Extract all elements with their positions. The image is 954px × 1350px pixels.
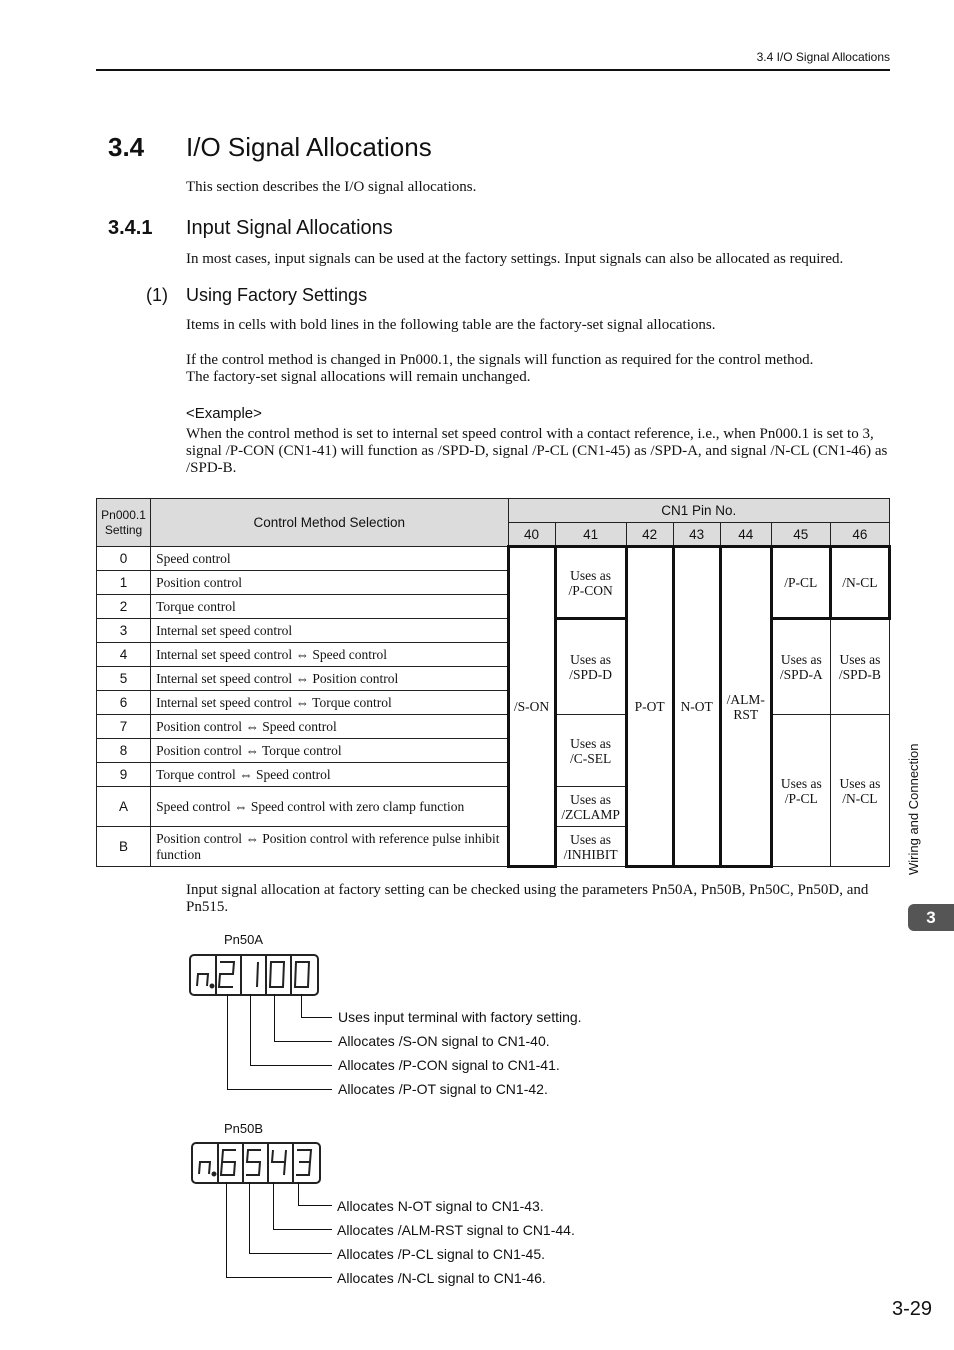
cell-text: /SPD-A [779, 667, 823, 682]
cell-text: Uses as [780, 652, 822, 667]
panel-a-label: Pn50A [224, 932, 264, 947]
panel-b-note: Allocates /N-CL signal to CN1-46. [337, 1270, 546, 1286]
segment-n [199, 1162, 210, 1174]
section-intro: This section describes the I/O signal allocations. [186, 179, 477, 195]
after-table-text: Input signal allocation at factory setting can be checked using the parameters Pn50A, Pn50B, Pn50C, Pn50D, and Pn515. [186, 882, 869, 915]
running-header: 3.4 I/O Signal Allocations [756, 50, 890, 64]
chapter-tab: 3 [908, 904, 954, 931]
segment-n [197, 974, 208, 986]
method-cell: Position control ⇔ Position control with reference pulse inhibit function [151, 827, 508, 867]
segment-1 [257, 962, 258, 987]
pin-46: 46 [830, 523, 889, 547]
cell-p-cl-alt [771, 715, 830, 867]
method-cell: Speed control [151, 547, 508, 571]
cell-text: Uses as [839, 652, 881, 667]
setting-cell: 2 [97, 595, 151, 619]
method-cell: Internal set speed control ⇔ Position control [151, 667, 508, 691]
section-number: 3.4 [108, 132, 145, 162]
panel-b-segments [193, 1144, 319, 1182]
panel-a-note: Uses input terminal with factory setting. [338, 1009, 582, 1025]
pin-40: 40 [508, 523, 555, 547]
setting-cell: 6 [97, 691, 151, 715]
segment-0a [270, 962, 284, 987]
cell-p-cl: /P-CL [771, 547, 830, 619]
section-title: I/O Signal Allocations [186, 132, 432, 162]
panel-b-display [191, 1142, 321, 1184]
setting-cell: 7 [97, 715, 151, 739]
cell-n-cl-alt [830, 715, 889, 867]
cell-text: Uses as [570, 831, 612, 847]
method-cell: Torque control [151, 595, 508, 619]
leader-line [227, 994, 332, 1090]
segment-dot [211, 985, 214, 988]
segment-5 [246, 1150, 261, 1175]
method-cell: Position control [151, 571, 508, 595]
setting-cell: 3 [97, 619, 151, 643]
subsection-number: 3.4.1 [108, 217, 153, 239]
leader-line [226, 1182, 332, 1278]
cell-c-sel [555, 715, 626, 787]
segment-dot [213, 1173, 216, 1176]
cell-text: /P-CL [784, 790, 818, 806]
method-cell: Position control ⇔ Torque control [151, 739, 508, 763]
segment-6 [221, 1150, 236, 1175]
panel-b-label: Pn50B [224, 1121, 264, 1136]
cell-text: Uses as [780, 775, 822, 791]
setting-cell: 5 [97, 667, 151, 691]
segment-2 [219, 962, 234, 987]
example-label: <Example> [186, 405, 262, 422]
panel-a-display [189, 954, 319, 996]
cell-spd-a [771, 619, 830, 715]
setting-cell: 9 [97, 763, 151, 787]
pin-44: 44 [720, 523, 771, 547]
setting-cell: 1 [97, 571, 151, 595]
pin-42: 42 [626, 523, 673, 547]
subsection-intro: In most cases, input signals can be used at the factory settings. Input signals can also be allocated as required. [186, 251, 844, 267]
panel-b-note: Allocates N-OT signal to CN1-43. [337, 1198, 544, 1214]
method-cell: Position control ⇔ Speed control [151, 715, 508, 739]
cell-text: /INHIBIT [563, 846, 618, 862]
cell-text: Uses as [570, 567, 612, 583]
segment-0b [295, 962, 309, 987]
cell-text: /N-CL [842, 790, 878, 806]
subsubsection-number: (1) [146, 285, 168, 305]
setting-cell: 8 [97, 739, 151, 763]
cell-inhibit [555, 827, 626, 867]
subsubsection-title: Using Factory Settings [186, 285, 368, 305]
pin-41: 41 [555, 523, 626, 547]
cell-spd-b [830, 619, 889, 715]
setting-cell: 4 [97, 643, 151, 667]
panel-b-note: Allocates /ALM-RST signal to CN1-44. [337, 1222, 575, 1238]
cell-n-ot: N-OT [673, 547, 720, 867]
chapter-side-text: Wiring and Connection [906, 743, 921, 875]
cell-spd-d [555, 619, 626, 715]
method-cell: Torque control ⇔ Speed control [151, 763, 508, 787]
segment-4 [272, 1150, 286, 1175]
factory-paragraph: Items in cells with bold lines in the following table are the factory-set signal allocations. [186, 317, 716, 333]
cell-text: /C-SEL [569, 750, 612, 766]
page-number: 3-29 [891, 1298, 932, 1320]
method-cell: Internal set speed control ⇔ Torque control [151, 691, 508, 715]
method-cell: Internal set speed control [151, 619, 508, 643]
table-row [97, 619, 890, 643]
header-pins: CN1 Pin No. [508, 499, 890, 523]
panel-a-note: Allocates /P-OT signal to CN1-42. [338, 1081, 548, 1097]
cell-p-ot: P-OT [626, 547, 673, 867]
setting-cell: A [97, 787, 151, 827]
control-method-paragraph-line2: The factory-set signal allocations will remain unchanged. [186, 369, 531, 385]
header-rule [96, 69, 890, 71]
cell-text: Uses as [570, 652, 612, 667]
cell-text: Uses as [570, 735, 612, 751]
header-method: Control Method Selection [151, 499, 508, 547]
method-cell: Speed control ⇔ Speed control with zero clamp function [151, 787, 508, 827]
cell-text: /P-CON [568, 582, 613, 598]
cell-p-con [555, 547, 626, 619]
example-text: When the control method is set to internal set speed control with a contact reference, i.e., when Pn000.1 is set to 3, signal /P-CON (CN1-41) will function as /SPD-D, signal /P-CL (CN1-45) as /SPD-A, and signal /N-CL (CN1-46) as /SPD-B. [186, 426, 888, 476]
table-row [97, 715, 890, 739]
signal-allocation-table [96, 498, 891, 868]
cell-alm-rst [720, 547, 771, 867]
setting-cell: 0 [97, 547, 151, 571]
table-row [97, 547, 890, 571]
method-cell: Internal set speed control ⇔ Speed control [151, 643, 508, 667]
cell-text: RST [733, 706, 759, 722]
panel-a-note: Allocates /S-ON signal to CN1-40. [338, 1033, 550, 1049]
panel-a-note: Allocates /P-CON signal to CN1-41. [338, 1057, 560, 1073]
cell-zclamp [555, 787, 626, 827]
segment-3 [296, 1150, 311, 1175]
header-setting-line2: Setting [104, 522, 143, 537]
pin-43: 43 [673, 523, 720, 547]
cell-text: /ZCLAMP [561, 806, 620, 822]
header-setting [97, 499, 151, 547]
cell-n-cl: /N-CL [830, 547, 889, 619]
cell-s-on: /S-ON [508, 547, 555, 867]
panel-a-segments [191, 956, 317, 994]
header-setting-line1: Pn000.1 [101, 507, 146, 522]
cell-text: Uses as [570, 791, 612, 807]
control-method-paragraph-line1: If the control method is changed in Pn000.1, the signals will function as required for the control method. [186, 352, 814, 368]
cell-text: /ALM- [726, 691, 765, 707]
cell-text: /SPD-B [838, 667, 881, 682]
panel-b-note: Allocates /P-CL signal to CN1-45. [337, 1246, 546, 1262]
pin-45: 45 [771, 523, 830, 547]
cell-text: Uses as [839, 775, 881, 791]
subsection-title: Input Signal Allocations [186, 217, 393, 239]
setting-cell: B [97, 827, 151, 867]
cell-text: /SPD-D [569, 667, 612, 682]
